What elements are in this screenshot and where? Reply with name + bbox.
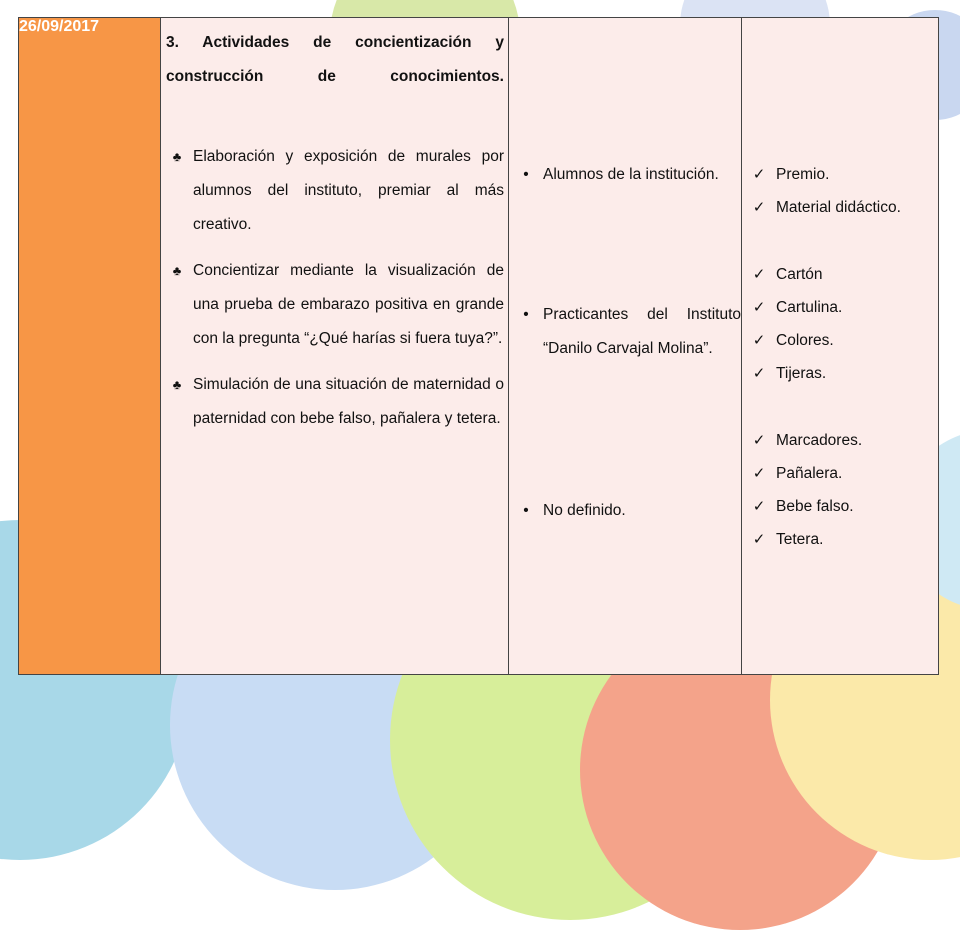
activity-item [161,254,508,356]
table-row [19,18,939,675]
activities-heading: 3. Actividades de concientización y construcción de conocimientos. [166,34,504,85]
material-item [742,424,938,458]
material-item [742,191,938,225]
activity-item [161,140,508,242]
materials-cell [742,18,939,675]
material-item [742,158,938,192]
checkmark-icon: ✓ [752,432,766,449]
bullet-icon: • [523,306,529,323]
checkmark-icon: ✓ [752,199,766,216]
responsible-text: No definido. [543,502,626,519]
material-item [742,490,938,524]
material-text: Cartón [776,266,823,283]
activity-item [161,368,508,436]
activity-text: Concientizar mediante la visualización de una prueba de embarazo positiva en grande con la pregunta “¿Qué harías si fuera tuya?”. [193,262,504,347]
material-text: Colores. [776,332,834,349]
material-text: Pañalera. [776,465,843,482]
date-cell [19,18,161,675]
material-item [742,291,938,325]
bullet-icon: • [523,502,529,519]
activity-text: Elaboración y exposición de murales por alumnos del instituto, premiar al más creativo. [193,148,504,233]
checkmark-icon: ✓ [752,365,766,382]
club-bullet-icon: ♣ [172,149,182,164]
activity-text: Simulación de una situación de maternidad o paternidad con bebe falso, pañalera y tetera. [193,376,504,427]
material-item [742,324,938,358]
responsible-text: Practicantes del Instituto “Danilo Carvajal Molina”. [543,306,741,357]
material-text: Marcadores. [776,432,863,449]
activities-cell [161,18,509,675]
material-text: Bebe falso. [776,498,854,515]
checkmark-icon: ✓ [752,465,766,482]
club-bullet-icon: ♣ [172,377,182,392]
club-bullet-icon: ♣ [172,263,182,278]
activity-plan-table [18,17,939,675]
checkmark-icon: ✓ [752,498,766,515]
responsible-item [509,158,741,192]
material-item [742,523,938,557]
responsible-item [509,494,741,528]
responsible-item [509,298,741,366]
material-item [742,258,938,292]
checkmark-icon: ✓ [752,166,766,183]
checkmark-icon: ✓ [752,332,766,349]
material-text: Cartulina. [776,299,843,316]
bullet-icon: • [523,166,529,183]
material-item [742,457,938,491]
material-text: Tetera. [776,531,824,548]
date-label: 26/09/2017 [19,18,100,35]
material-item [742,357,938,391]
responsible-text: Alumnos de la institución. [543,166,719,183]
checkmark-icon: ✓ [752,299,766,316]
material-text: Tijeras. [776,365,827,382]
responsibles-cell [509,18,742,675]
material-text: Premio. [776,166,830,183]
material-text: Material didáctico. [776,199,901,216]
checkmark-icon: ✓ [752,531,766,548]
checkmark-icon: ✓ [752,266,766,283]
